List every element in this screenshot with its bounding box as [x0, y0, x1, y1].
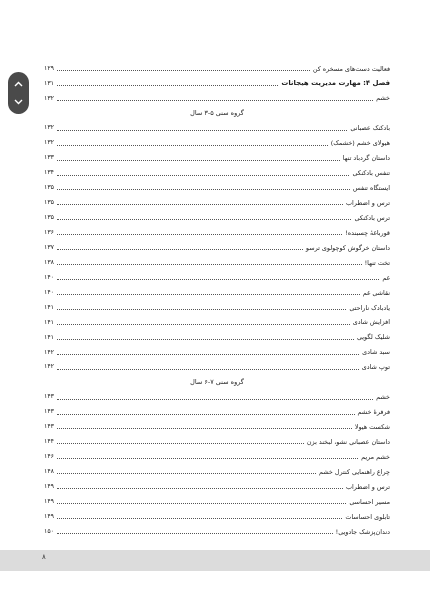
- toc-entry-title: خشم: [376, 94, 390, 103]
- toc-entry-title: توپ شادی: [361, 363, 390, 372]
- toc-entry[interactable]: [44, 147, 390, 162]
- toc-entry-title: تنفس بادکنکی: [352, 169, 390, 178]
- dot-leader: [57, 218, 351, 220]
- dot-leader: [57, 174, 349, 176]
- toc-entry-page: ۱۴۳: [44, 423, 54, 431]
- toc-entry-title: هیولای خشم (خشمک): [330, 139, 390, 148]
- toc-entry-page: ۱۳۲: [44, 124, 54, 132]
- toc-entry[interactable]: [44, 475, 390, 490]
- toc-entry-title: تابلوی احساسات: [345, 512, 390, 521]
- toc-entry-page: ۱۴۴: [44, 438, 54, 446]
- toc-entry-title: قورباغهٔ چسبنده!: [345, 228, 390, 237]
- toc-entry-title: فرفرهٔ خشم: [357, 408, 390, 417]
- table-of-contents: [44, 57, 390, 535]
- toc-section-heading: گروه سنی ۷-۶ سال: [190, 377, 244, 386]
- toc-entry-title: شکست هیولا: [354, 423, 390, 432]
- toc-entry-title: خشم مریم: [361, 452, 390, 461]
- toc-entry[interactable]: [44, 57, 390, 72]
- toc-entry-title: بادکنک عصبانی: [350, 124, 390, 133]
- toc-entry-page: ۱۴۲: [44, 348, 54, 356]
- toc-entry[interactable]: [44, 445, 390, 460]
- toc-entry-title: خشم: [376, 393, 390, 402]
- dot-leader: [57, 368, 359, 370]
- toc-entry-page: ۱۳۴: [44, 169, 54, 177]
- toc-entry-page: ۱۳۲: [44, 94, 54, 102]
- toc-entry[interactable]: [44, 191, 390, 206]
- toc-entry-page: ۱۵۰: [44, 527, 54, 535]
- toc-entry-page: ۱۳۶: [44, 229, 54, 237]
- toc-entry[interactable]: [44, 386, 390, 401]
- previous-page-button[interactable]: [8, 75, 29, 93]
- dot-leader: [57, 353, 359, 355]
- dot-leader: [57, 188, 350, 190]
- toc-entry[interactable]: [44, 460, 390, 475]
- dot-leader: [57, 487, 343, 489]
- toc-entry-title: مسیر احساسی: [349, 497, 390, 506]
- page-footer-bar: [0, 550, 430, 571]
- page-navigation-control: [8, 72, 29, 114]
- toc-entry-page: ۱۳۵: [44, 184, 54, 192]
- dot-leader: [57, 472, 316, 474]
- toc-entry-page: ۱۴۱: [44, 333, 54, 341]
- dot-leader: [57, 323, 350, 325]
- toc-entry-page: ۱۴۳: [44, 408, 54, 416]
- toc-entry-title: تخت تنها!: [364, 258, 390, 267]
- toc-entry-page: ۱۴۹: [44, 512, 54, 520]
- dot-leader: [57, 129, 347, 131]
- dot-leader: [57, 413, 355, 415]
- toc-entry-page: ۱۳۳: [44, 154, 54, 162]
- dot-leader: [57, 233, 342, 235]
- toc-entry-title: یادبادک ناراحتی: [349, 303, 390, 312]
- dot-leader: [57, 457, 358, 459]
- toc-entry-title: داستان گردباد تنها: [342, 154, 390, 163]
- toc-entry[interactable]: [44, 326, 390, 341]
- dot-leader: [57, 517, 342, 519]
- toc-entry-page: ۱۳۸: [44, 258, 54, 266]
- toc-entry[interactable]: [44, 266, 390, 281]
- toc-entry-title: ترس بادکنکی: [354, 213, 390, 222]
- dot-leader: [57, 248, 303, 250]
- toc-entry[interactable]: [44, 221, 390, 236]
- chevron-down-icon: [14, 99, 23, 105]
- dot-leader: [57, 502, 346, 504]
- dot-leader: [57, 263, 362, 265]
- toc-entry-page: ۱۴۰: [44, 288, 54, 296]
- toc-entry-title: سبد شادی: [362, 348, 390, 357]
- toc-entry[interactable]: [44, 356, 390, 371]
- toc-entry-title: غم: [382, 273, 390, 282]
- dot-leader: [57, 203, 343, 205]
- toc-entry-title: دندان‌پزشک جادویی!: [335, 527, 390, 536]
- toc-entry-title: شلیک لگویی: [356, 333, 390, 342]
- toc-entry-title: فعالیت دست‌های مسخره کن: [312, 64, 390, 73]
- toc-entry-page: ۱۴۲: [44, 363, 54, 371]
- toc-entry-title: چراغ راهنمایی کنترل خشم: [318, 467, 390, 476]
- toc-entry[interactable]: [44, 520, 390, 535]
- dot-leader: [57, 442, 304, 444]
- toc-entry[interactable]: [44, 162, 390, 177]
- toc-entry[interactable]: [44, 177, 390, 192]
- dot-leader: [57, 293, 360, 295]
- toc-entry-page: ۱۴۸: [44, 468, 54, 476]
- toc-entry[interactable]: [44, 401, 390, 416]
- toc-entry[interactable]: [44, 117, 390, 132]
- toc-entry[interactable]: [44, 296, 390, 311]
- toc-entry-page: ۱۳۵: [44, 214, 54, 222]
- toc-entry-page: ۱۴۶: [44, 453, 54, 461]
- toc-entry-page: ۱۳۲: [44, 139, 54, 147]
- toc-entry-page: ۱۳۵: [44, 199, 54, 207]
- toc-entry[interactable]: [44, 505, 390, 520]
- dot-leader: [57, 308, 346, 310]
- toc-entry-title: فصل ۴: مهارت مدیریت هیجانات: [281, 78, 390, 87]
- toc-entry[interactable]: [44, 72, 390, 87]
- dot-leader: [57, 398, 373, 400]
- toc-entry[interactable]: [44, 236, 390, 251]
- toc-entry[interactable]: [44, 341, 390, 356]
- toc-entry[interactable]: [44, 416, 390, 431]
- dot-leader: [57, 159, 340, 161]
- toc-entry[interactable]: [44, 281, 390, 296]
- dot-leader: [57, 69, 310, 71]
- toc-entry-page: ۱۳۷: [44, 243, 54, 251]
- next-page-button[interactable]: [8, 93, 29, 111]
- toc-entry[interactable]: [44, 490, 390, 505]
- toc-entry[interactable]: [44, 206, 390, 221]
- chevron-up-icon: [14, 81, 23, 87]
- toc-entry-title: داستان خرگوش کوچولوی ترسو: [305, 243, 390, 252]
- toc-entry-title: ایستگاه تنفس: [352, 184, 390, 193]
- toc-entry-page: ۱۲۹: [44, 64, 54, 72]
- toc-entry[interactable]: [44, 132, 390, 147]
- toc-entry[interactable]: [44, 430, 390, 445]
- toc-entry[interactable]: [44, 251, 390, 266]
- toc-section-heading: گروه سنی ۵-۳ سال: [190, 108, 244, 117]
- toc-entry-page: ۱۴۱: [44, 303, 54, 311]
- dot-leader: [57, 84, 278, 86]
- dot-leader: [57, 278, 379, 280]
- toc-entry-title: افزایش شادی: [352, 318, 390, 327]
- toc-entry-page: ۱۴۹: [44, 497, 54, 505]
- toc-entry-title: نقاشی غم: [362, 288, 390, 297]
- page-number: ۸: [42, 553, 46, 561]
- dot-leader: [57, 99, 373, 101]
- toc-entry-page: ۱۴۹: [44, 482, 54, 490]
- toc-entry-page: ۱۴۱: [44, 318, 54, 326]
- dot-leader: [57, 144, 328, 146]
- toc-entry-title: داستان عصبانی نشو، لبخند بزن: [306, 437, 390, 446]
- toc-entry-title: ترس و اضطراب: [345, 198, 390, 207]
- toc-entry-page: ۱۴۰: [44, 273, 54, 281]
- dot-leader: [57, 427, 352, 429]
- toc-entry-page: ۱۳۱: [44, 79, 54, 87]
- dot-leader: [57, 338, 354, 340]
- toc-entry[interactable]: [44, 311, 390, 326]
- toc-entry-page: ۱۴۳: [44, 393, 54, 401]
- toc-entry[interactable]: [44, 87, 390, 102]
- toc-entry-title: ترس و اضطراب: [345, 482, 390, 491]
- dot-leader: [57, 532, 333, 534]
